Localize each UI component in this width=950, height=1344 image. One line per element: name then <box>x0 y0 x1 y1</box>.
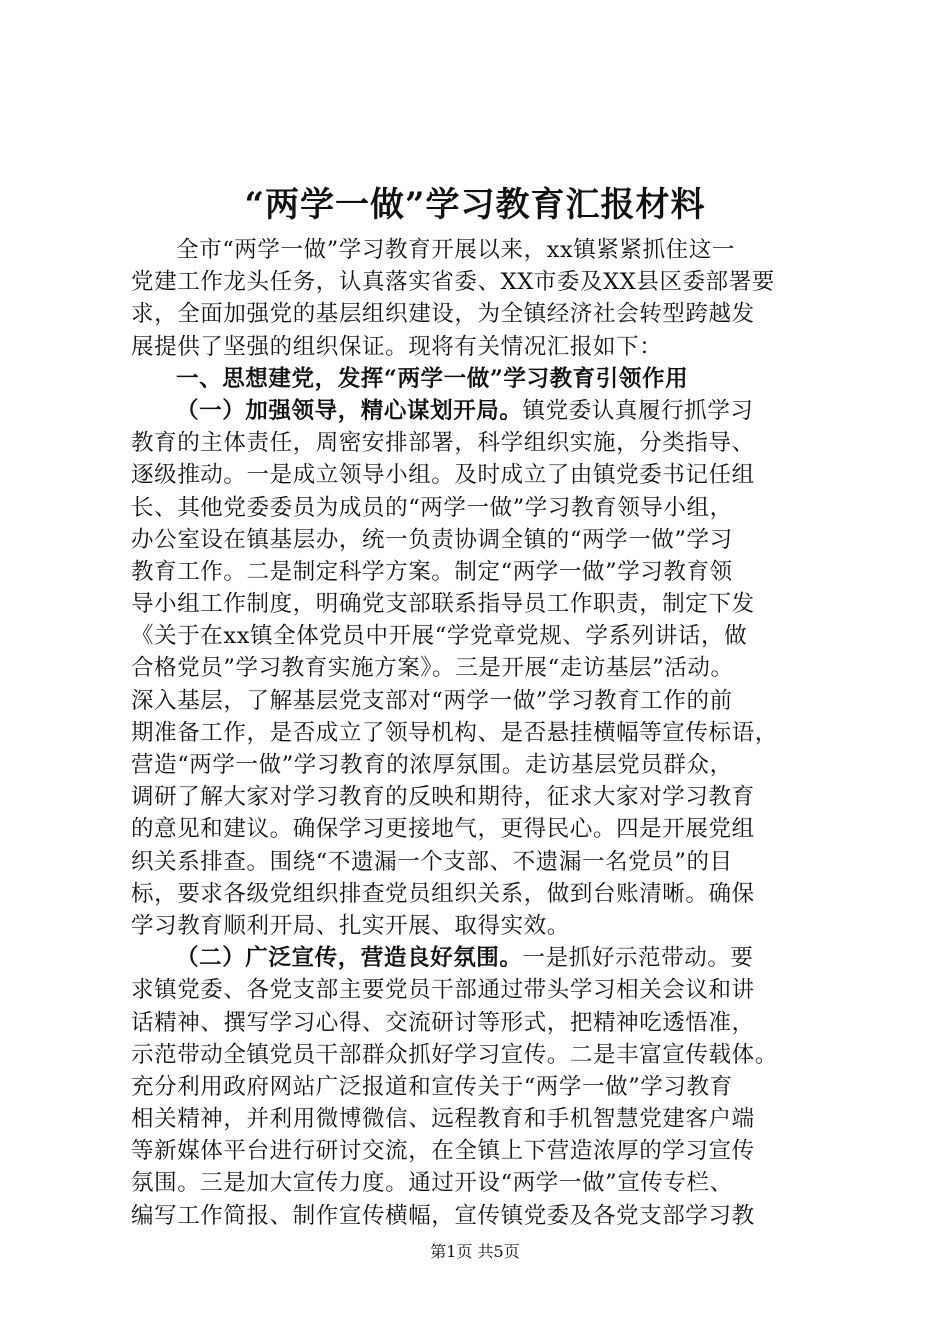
paragraph-line: 深入基层，了解基层党支部对“两学一做”学习教育工作的前 <box>131 687 733 714</box>
paragraph-line: 《关于在xx镇全体党员中开展“学党章党规、学系列讲话，做 <box>131 623 748 650</box>
paragraph-line: 营造“两学一做”学习教育的浓厚氛围。走访基层党员群众， <box>131 752 733 778</box>
paragraph-line: 求镇党委、各党支部主要党员干部通过带头学习相关会议和讲 <box>131 977 755 1004</box>
paragraph-line: 全市“两学一做”学习教育开展以来，xx镇紧紧抓住这一 <box>176 237 735 263</box>
paragraph-line: 期准备工作，是否成立了领导机构、是否悬挂横幅等宣传标语， <box>131 719 778 746</box>
document-title: “两学一做”学习教育汇报材料 <box>244 185 706 225</box>
paragraph-line: 调研了解大家对学习教育的反映和期待，征求大家对学习教育 <box>131 784 755 811</box>
paragraph-line: 导小组工作制度，明确党支部联系指导员工作职责，制定下发 <box>131 591 755 618</box>
subsection-heading: （二）广泛宣传，营造良好氛围。 <box>176 945 523 972</box>
paragraph-line: 合格党员”学习教育实施方案》。三是开展“走访基层”活动。 <box>131 655 734 682</box>
paragraph-line: 相关精神，并利用微博微信、远程教育和手机智慧党建客户端 <box>131 1106 755 1133</box>
subsection-heading: （一）加强领导，精心谋划开局。 <box>176 397 523 424</box>
paragraph-line: 氛围。三是加大宣传力度。通过开设“两学一做”宣传专栏、 <box>131 1170 733 1197</box>
paragraph-line: 示范带动全镇党员干部群众抓好学习宣传。二是丰富宣传载体。 <box>131 1041 778 1068</box>
page-footer: 第1页 共5页 <box>430 1242 520 1261</box>
paragraph-line: 办公室设在镇基层办，统一负责协调全镇的“两学一做”学习 <box>131 526 733 553</box>
paragraph-line: 织关系排查。围绕“不遗漏一个支部、不遗漏一名党员”的目 <box>131 848 733 875</box>
paragraph-line: 教育工作。二是制定科学方案。制定“两学一做”学习教育领 <box>131 558 733 585</box>
paragraph-text: 一是抓好示范带动。要 <box>522 945 754 972</box>
paragraph-text: 镇党委认真履行抓学习 <box>522 397 754 424</box>
paragraph-line: 党建工作龙头任务，认真落实省委、XX市委及XX县区委部署要 <box>131 269 775 296</box>
paragraph-line: 逐级推动。一是成立领导小组。及时成立了由镇党委书记任组 <box>131 462 755 489</box>
paragraph-line: 话精神、撰写学习心得、交流研讨等形式，把精神吃透悟准， <box>131 1009 755 1036</box>
paragraph-line: 编写工作简报、制作宣传横幅，宣传镇党委及各党支部学习教 <box>131 1202 755 1229</box>
paragraph-line <box>131 395 851 427</box>
paragraph-line: 求，全面加强党的基层组织建设，为全镇经济社会转型跨越发 <box>131 301 755 328</box>
section-heading: 一、思想建党，发挥“两学一做”学习教育引领作用 <box>176 365 689 392</box>
paragraph-line: 教育的主体责任，周密安排部署，科学组织实施，分类指导、 <box>131 430 755 457</box>
paragraph-line: 学习教育顺利开局、扎实开展、取得实效。 <box>131 912 570 939</box>
paragraph-line: 长、其他党委委员为成员的“两学一做”学习教育领导小组， <box>131 494 733 521</box>
paragraph-line: 等新媒体平台进行研讨交流，在全镇上下营造浓厚的学习宣传 <box>131 1138 755 1165</box>
paragraph-line: 的意见和建议。确保学习更接地气，更得民心。四是开展党组 <box>131 816 755 843</box>
paragraph-line <box>131 942 851 974</box>
document-body <box>131 234 851 1232</box>
paragraph-line: 展提供了坚强的组织保证。现将有关情况汇报如下： <box>131 333 663 360</box>
paragraph-line: 充分利用政府网站广泛报道和宣传关于“两学一做”学习教育 <box>131 1073 733 1100</box>
paragraph-line: 标，要求各级党组织排查党员组织关系，做到台账清晰。确保 <box>131 880 755 907</box>
